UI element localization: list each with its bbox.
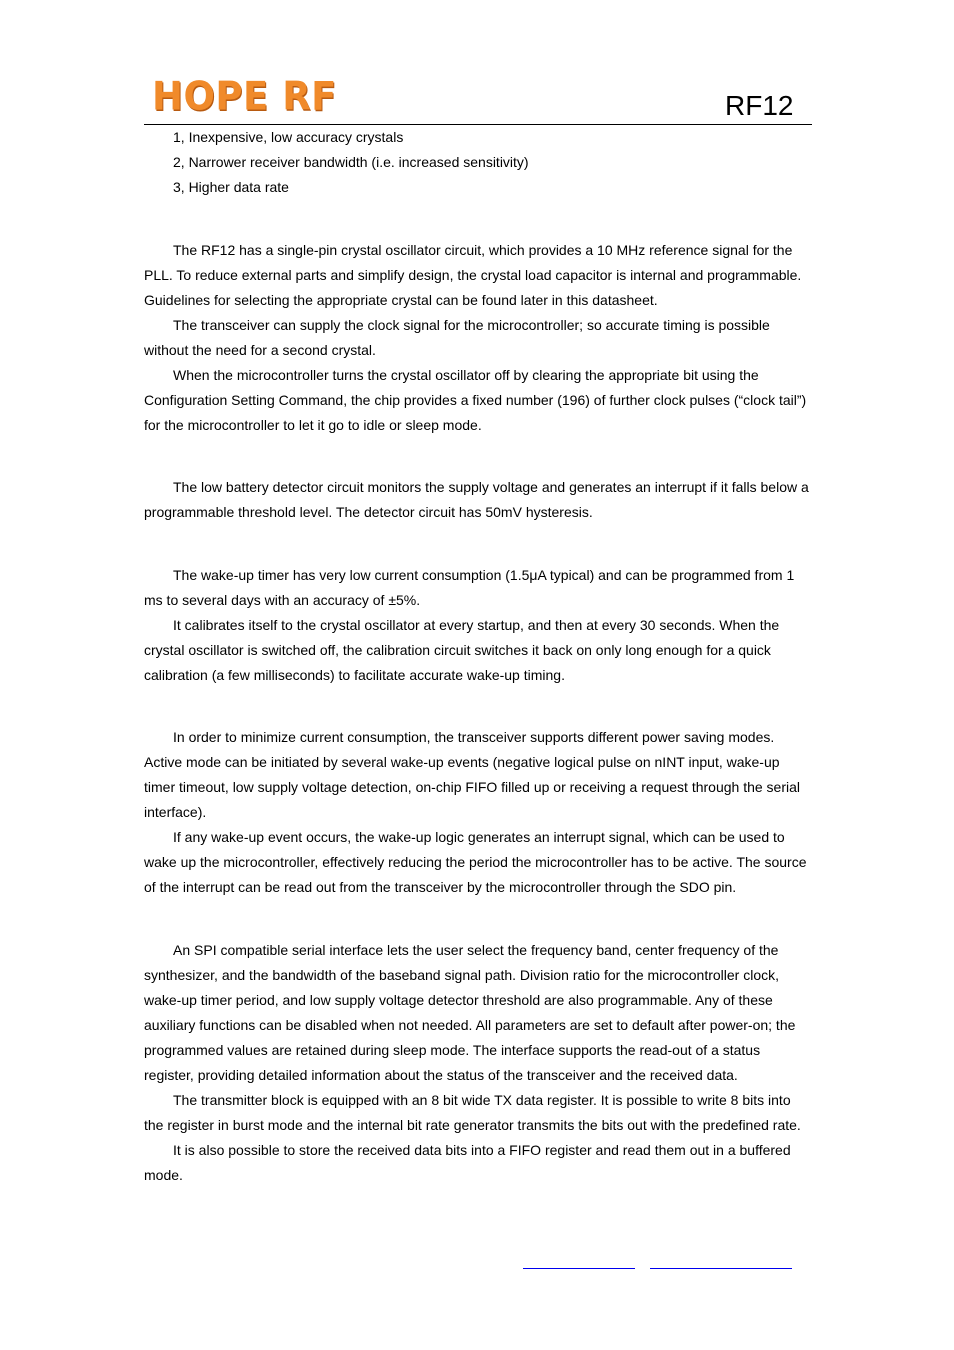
paragraph: The low battery detector circuit monitors the supply voltage and generates an interrupt if it falls below a programmable threshold level. The detector circuit has 50mV hysteresis. [144,479,809,520]
footer-link-underline[interactable] [523,1268,635,1269]
paragraph: It calibrates itself to the crystal oscillator at every startup, and then at every 30 seconds. When the crystal oscillator is switched off, the calibration circuit switches it back on only long enough for a quick calibration (a few milliseconds) to facilitate accurate wake-up timing. [144,616,780,683]
paragraph: In order to minimize current consumption, the transceiver supports different power saving modes. Active mode can be initiated by several wake-up events (negative logical pulse on nINT input, wake-up timer timeout, low supply voltage detection, on-chip FIFO filled up or receiving a request through the serial interface). [144,729,800,820]
paragraph: The wake-up timer has very low current consumption (1.5μA typical) and can be programmed from 1 ms to several days with an accuracy of ±5%. [144,566,795,608]
paragraph: If any wake-up event occurs, the wake-up logic generates an interrupt signal, which can be used to wake up the microcontroller, effectively reducing the period the microcontroller has to be active. The source of the interrupt can be read out from the transceiver by the microcontroller through the SDO pin. [144,829,807,895]
paragraph: An SPI compatible serial interface lets the user select the frequency band, center frequency of the synthesizer, and the bandwidth of the baseband signal path. Division ratio for the microcontroller clock, wake-up timer period, and low supply voltage detector threshold are also programmable. Any of these auxiliary functions can be disabled when not needed. All parameters are set to default after power-on; the programmed values are retained during sleep mode. The interface supports the read-out of a status register, providing detailed information about the status of the transceiver and the received data. [144,941,796,1083]
section-wake-up-timer [144,563,812,688]
section-event-handling [144,725,812,900]
paragraph: The RF12 has a single-pin crystal oscillator circuit, which provides a 10 MHz reference signal for the PLL. To reduce external parts and simplify design, the crystal load capacitor is internal and programmable. Guidelines for selecting the appropriate crystal can be found later in this datasheet. [144,241,802,308]
document-title: RF12 [725,90,794,121]
logo: HOPE RF [152,74,337,120]
page-content [144,125,812,1188]
section-interface-and-controller [144,938,812,1188]
section-crystal-oscillator [144,238,812,438]
advantages-list [144,125,812,200]
paragraph: When the microcontroller turns the crystal oscillator off by clearing the appropriate bit using the Configuration Setting Command, the chip provides a fixed number (196) of further clock pulses (“clock tail”) for the microcontroller to let it go to idle or sleep mode. [144,366,807,433]
list-item: 3, Higher data rate [173,179,289,195]
footer-link-underline[interactable] [650,1268,792,1269]
list-item: 2, Narrower receiver bandwidth (i.e. increased sensitivity) [173,154,529,170]
paragraph: It is also possible to store the received data bits into a FIFO register and read them out in a buffered mode. [144,1141,791,1183]
paragraph: The transmitter block is equipped with an 8 bit wide TX data register. It is possible to write 8 bits into the register in burst mode and the internal bit rate generator transmits the bits out with the predefined rate. [144,1091,801,1133]
paragraph: The transceiver can supply the clock signal for the microcontroller; so accurate timing is possible without the need for a second crystal. [144,316,770,358]
section-low-battery-detector [144,475,812,525]
list-item: 1, Inexpensive, low accuracy crystals [173,129,404,145]
